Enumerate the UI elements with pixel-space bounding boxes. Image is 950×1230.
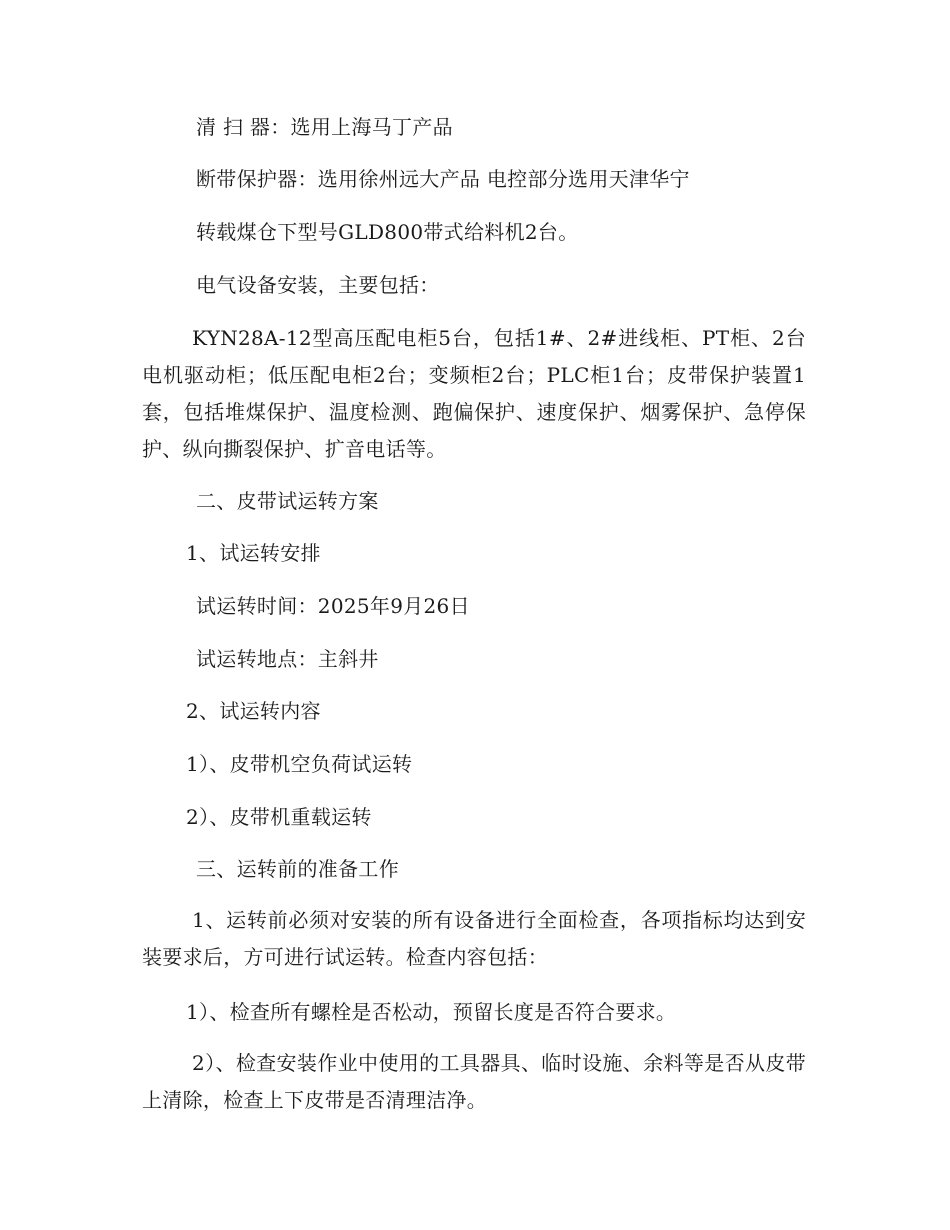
paragraph-belt-break-protector: 断带保护器：选用徐州远大产品 电控部分选用天津华宁 — [196, 167, 690, 191]
paragraph-cleaner: 清 扫 器：选用上海马丁产品 — [196, 115, 453, 139]
paragraph-feeder: 转载煤仓下型号GLD800带式给料机2台。 — [196, 220, 579, 244]
paragraph-electrical-equipment: KYN28A-12型高压配电柜5台，包括1#、2#进线柜、PT柜、2台电机驱动柜；低压配电柜2台；变频柜2台；PLC柜1台；皮带保护装置1套，包括堆煤保护、温度检测、跑偏保护、速度保护、烟雾保护、急停保护、纵向撕裂保护、扩音电话等。 — [142, 326, 806, 461]
paragraph-tools-cleanup: 2）、检查安装作业中使用的工具器具、临时设施、余料等是否从皮带上清除，检查上下皮带是否清理洁净。 — [142, 1051, 806, 1112]
list-item-no-load: 1）、皮带机空负荷试运转 — [186, 752, 413, 776]
subheading-arrangement: 1、试运转安排 — [186, 541, 321, 565]
section-heading-2: 二、皮带试运转方案 — [196, 489, 379, 513]
paragraph-inspection-intro: 1、运转前必须对安装的所有设备进行全面检查，各项指标均达到安装要求后，方可进行试运转。检查内容包括： — [142, 908, 806, 969]
list-item-heavy-load: 2）、皮带机重载运转 — [186, 805, 372, 829]
section-heading-3: 三、运转前的准备工作 — [196, 857, 399, 881]
paragraph-test-location: 试运转地点：主斜井 — [196, 647, 379, 671]
subheading-content: 2、试运转内容 — [186, 699, 321, 723]
list-item-bolts: 1）、检查所有螺栓是否松动，预留长度是否符合要求。 — [186, 1000, 677, 1024]
paragraph-test-time: 试运转时间：2025年9月26日 — [196, 594, 470, 618]
paragraph-electrical-intro: 电气设备安装，主要包括： — [196, 273, 440, 297]
